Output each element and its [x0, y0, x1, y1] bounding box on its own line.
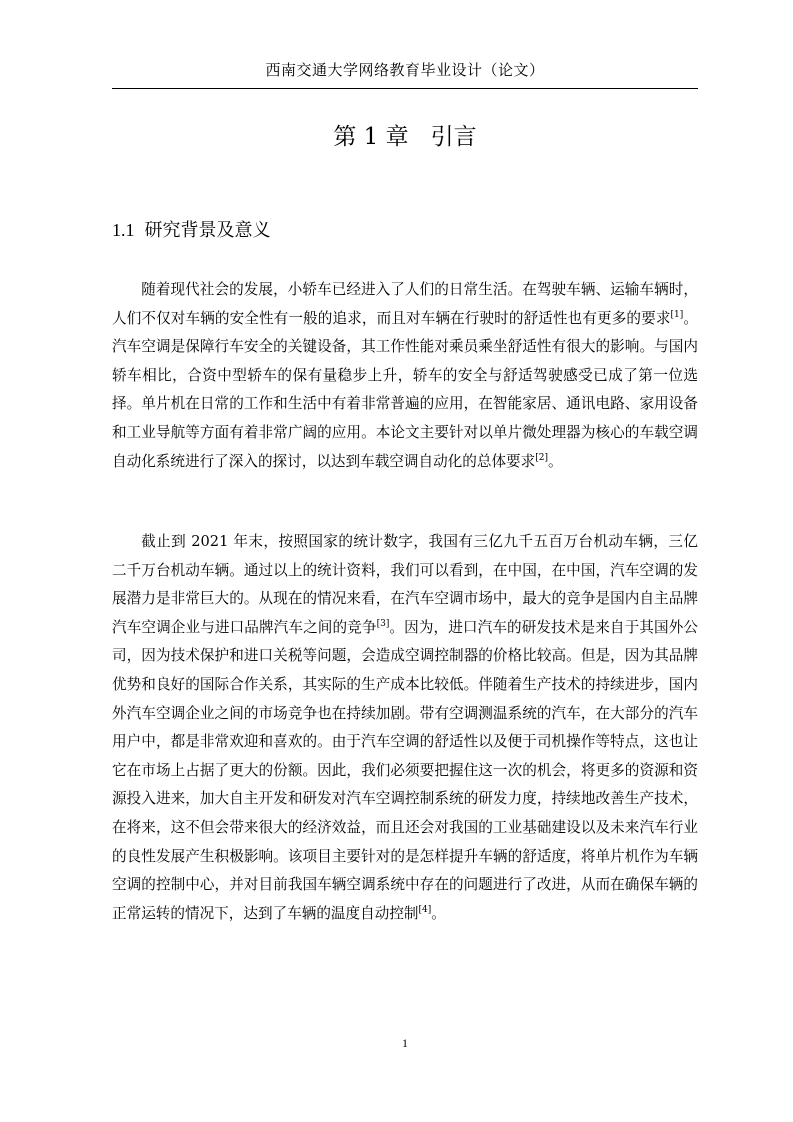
page-number: 1 — [402, 1036, 408, 1050]
paragraph-2-text-c: 。 — [431, 904, 446, 922]
paragraph-2-text-b: 。因为，进口汽车的研发技术是来自于其国外公司，因为技术保护和进口关税等问题，会造成空调控制器的价格比较高。但是，因为其品牌优势和良好的国际合作关系，其实际的生产成本比较低。伴随着生产技术的持续进步，国内外汽车空调企业之间的市场竞争也在持续加剧。带有空调测温系统的汽车，在大部分的汽车用户中，都是非常欢迎和喜欢的。由于汽车空调的舒适性以及便于司机操作等特点，这也让它在市场上占据了更大的份额。因此，我们必须要把握住这一次的机会，将更多的资源和资源投入进来，加大自主开发和研发对汽车空调控制系统的研发力度，持续地改善生产技术，在将来，这不但会带来很大的经济效益，而且还会对我国的工业基础建设以及未来汽车行业的良性发展产生积极影响。该项目主要针对的是怎样提升车辆的舒适度，将单片机作为车辆空调的控制中心，并对目前我国车辆空调系统中存在的问题进行了改进，从而在确保车辆的正常运转的情况下，达到了车辆的温度自动控制 — [112, 618, 698, 922]
citation-3[interactable]: [3] — [376, 618, 390, 629]
paragraph-1-text-c: 。 — [547, 452, 563, 470]
section-heading — [112, 216, 271, 245]
citation-2[interactable]: [2] — [535, 452, 548, 463]
chapter-title — [112, 120, 698, 154]
paragraph-1-text-a: 随着现代社会的发展，小轿车已经进入了人们的日常生活。在驾驶车辆、运输车辆时，人们不仅对车辆的安全性有一般的追求，而且对车辆在行驶时的舒适性也有更多的要求 — [112, 281, 698, 327]
running-header: 西南交通大学网络教育毕业设计（论文） — [265, 61, 545, 79]
citation-1[interactable]: [1] — [670, 309, 684, 320]
citation-4[interactable]: [4] — [418, 904, 432, 915]
paragraph-2-text-a: 截止到 2021 年末，按照国家的统计数字，我国有三亿九千五百万台机动车辆，三亿二千万台机动车辆。通过以上的统计资料，我们可以看到，在中国，在中国，汽车空调的发展潜力是非常巨大的。从现在的情况来看，在汽车空调市场中，最大的竞争是国内自主品牌汽车空调企业与进口品牌汽车之间的竞争 — [112, 533, 698, 636]
section-title: 研究背景及意义 — [144, 220, 271, 241]
chapter-name: 引言 — [430, 124, 477, 150]
section-number: 1.1 — [112, 220, 135, 240]
paragraph-1-text-b: 。汽车空调是保障行车安全的关键设备，其工作性能对乘员乘坐舒适性有很大的影响。与国内轿车相比，合资中型轿车的保有量稳步上升，轿车的安全与舒适驾驶感受已成了第一位选择。单片机在日常的工作和生活中有着非常普遍的应用，在智能家居、通讯电路、家用设备和工业导航等方面有着非常广阔的应用。本论文主要针对以单片微处理器为核心的车载空调自动化系统进行了深入的探讨，以达到车载空调自动化的总体要求 — [112, 309, 698, 470]
paragraph-1 — [112, 276, 698, 476]
paragraph-2 — [112, 528, 698, 928]
header-rule — [112, 88, 698, 89]
chapter-number: 第 1 章 — [333, 124, 409, 150]
